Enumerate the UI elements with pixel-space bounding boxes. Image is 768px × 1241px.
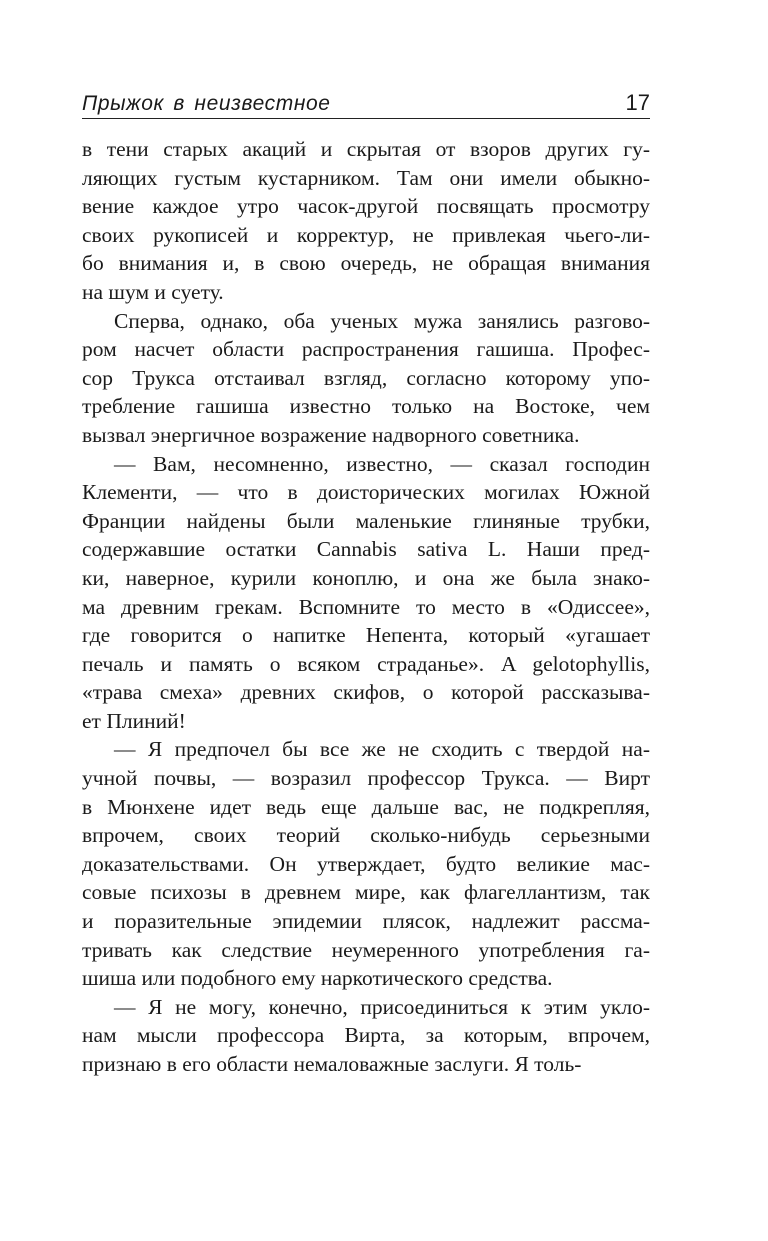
text-line: ляющих густым кустарником. Там они имели обыкно- — [82, 165, 650, 190]
page-number: 17 — [625, 90, 650, 115]
text-line: совые психозы в древнем мире, как флагеллантизм, так — [82, 880, 650, 905]
running-header — [82, 82, 650, 119]
text-line: в Мюнхене идет ведь еще дальше вас, не подкрепляя, — [82, 794, 650, 819]
running-title: Прыжок в неизвестное — [82, 92, 331, 115]
text-line: где говорится о напитке Непента, который «угашает — [82, 623, 650, 648]
text-line: доказательствами. Он утверждает, будто великие мас- — [82, 851, 650, 876]
text-line: Франции найдены были маленькие глиняные трубки, — [82, 508, 650, 533]
paragraph — [82, 135, 650, 307]
text-line: тривать как следствие неумеренного употребления га- — [82, 937, 650, 962]
paragraph — [82, 735, 650, 992]
paragraph — [82, 993, 650, 1079]
text-line: своих рукописей и корректур, не привлекая чьего-ли- — [82, 222, 650, 247]
text-line: впрочем, своих теорий сколько-нибудь серьезными — [82, 823, 650, 848]
text-line: на шум и суету. — [82, 279, 224, 304]
text-line: вение каждое утро часок-другой посвящать просмотру — [82, 194, 650, 219]
text-line: печаль и память о всяком страданье». A gelotophyllis, — [82, 651, 650, 676]
text-line: бо внимания и, в свою очередь, не обращая внимания — [82, 251, 650, 276]
text-line: ки, наверное, курили коноплю, и она же была знако- — [82, 565, 650, 590]
text-line: вызвал энергичное возражение надворного советника. — [82, 422, 580, 447]
text-line: и поразительные эпидемии плясок, надлежит рассма- — [82, 909, 650, 934]
text-line: в тени старых акаций и скрытая от взоров других гу- — [82, 137, 650, 161]
text-line: шиша или подобного ему наркотического средства. — [82, 966, 553, 991]
text-line: — Я предпочел бы все же не сходить с твердой на- — [114, 737, 650, 762]
text-line: — Я не могу, конечно, присоединиться к этим укло- — [114, 994, 650, 1019]
text-line: содержавшие остатки Cannabis sativa L. Наши пред- — [82, 537, 650, 562]
text-line: учной почвы, — возразил профессор Трукса. — Вирт — [82, 766, 650, 791]
text-line: ром насчет области распространения гашиша. Профес- — [82, 337, 650, 362]
text-line: Клементи, — что в доисторических могилах Южной — [82, 480, 650, 505]
text-line: требление гашиша известно только на Востоке, чем — [82, 394, 650, 419]
paragraph — [82, 450, 650, 736]
text-line: сор Трукса отстаивал взгляд, согласно которому упо- — [82, 365, 650, 390]
text-line: — Вам, несомненно, известно, — сказал господин — [114, 451, 650, 476]
paragraph — [82, 307, 650, 450]
body-text — [82, 135, 650, 1079]
text-line: ет Плиний! — [82, 708, 186, 733]
text-line: признаю в его области немаловажные заслуги. Я толь- — [82, 1052, 582, 1076]
text-line: Сперва, однако, оба ученых мужа занялись разгово- — [114, 308, 650, 333]
text-line: нам мысли профессора Вирта, за которым, впрочем, — [82, 1023, 650, 1048]
book-page — [82, 82, 650, 1079]
text-line: «трава смеха» древних скифов, о которой рассказыва- — [82, 680, 650, 705]
text-line: ма древним грекам. Вспомните то место в «Одиссее», — [82, 594, 650, 619]
